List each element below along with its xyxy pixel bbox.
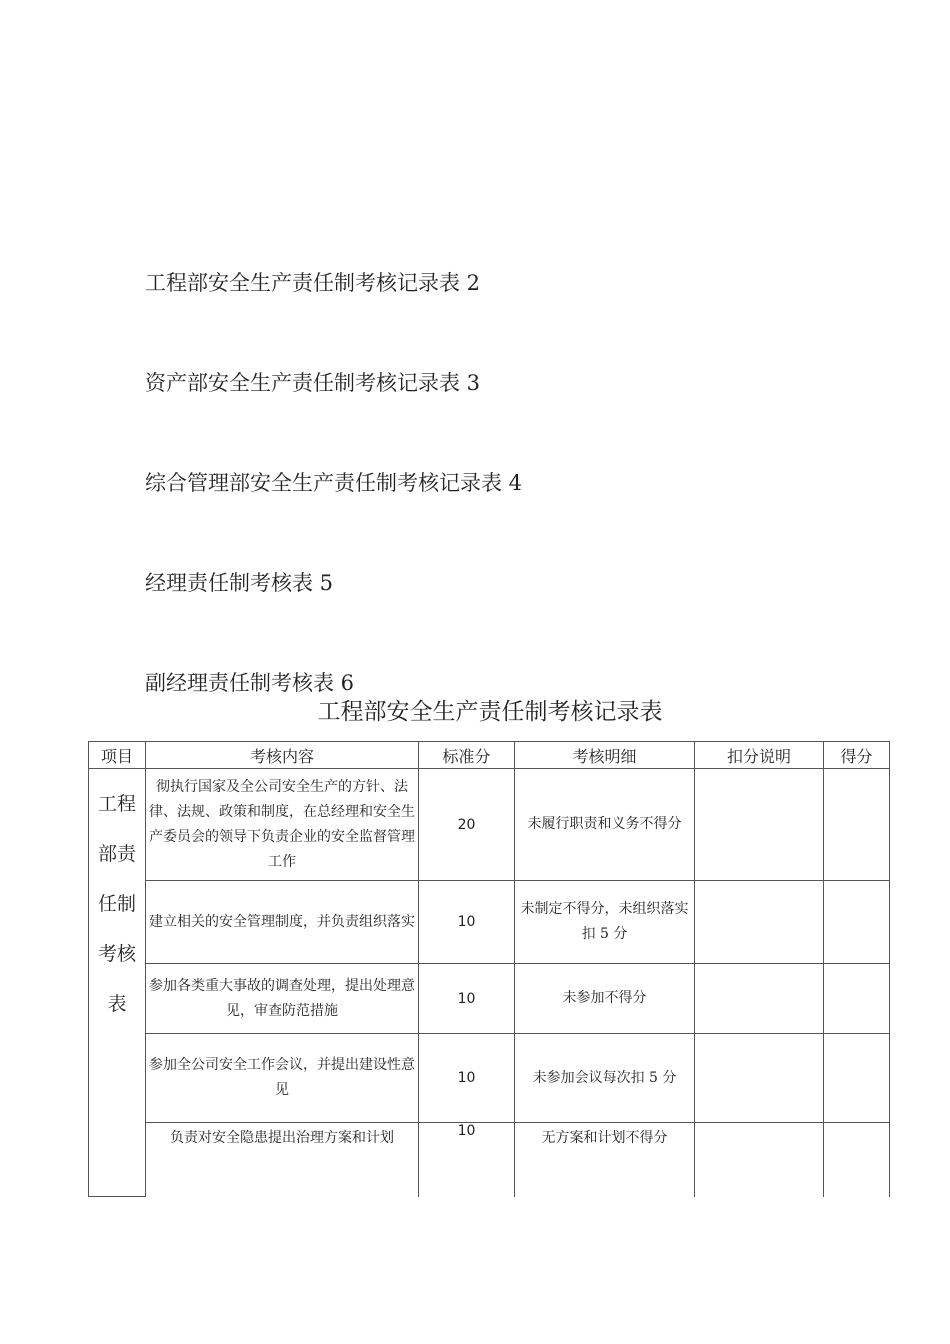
- earned-cell[interactable]: [824, 964, 890, 1034]
- table-row: [89, 1034, 890, 1123]
- project-cell: [89, 769, 146, 1197]
- toc-item[interactable]: 综合管理部安全生产责任制考核记录表 4: [145, 471, 523, 495]
- project-line: 任制: [97, 893, 136, 915]
- header-detail: 考核明细: [515, 742, 695, 769]
- earned-cell[interactable]: [824, 1123, 890, 1197]
- project-line: 考核: [97, 943, 136, 965]
- deduction-cell[interactable]: [695, 881, 824, 964]
- detail-cell: 未参加会议每次扣 5 分: [515, 1034, 695, 1123]
- content-cell: 参加各类重大事故的调查处理，提出处理意见，审查防范措施: [146, 964, 419, 1034]
- content-cell: 建立相关的安全管理制度，并负责组织落实: [146, 881, 419, 964]
- table-row: [89, 964, 890, 1034]
- header-deduction: 扣分说明: [695, 742, 824, 769]
- table-row: [89, 881, 890, 964]
- header-content: 考核内容: [146, 742, 419, 769]
- toc-item[interactable]: 副经理责任制考核表 6: [145, 671, 355, 695]
- content-cell: 负责对安全隐患提出治理方案和计划: [146, 1123, 419, 1197]
- deduction-cell[interactable]: [695, 769, 824, 881]
- score-cell: 10: [419, 964, 515, 1034]
- header-project: 项目: [89, 742, 146, 769]
- table-row: [89, 1123, 890, 1197]
- header-standard-score: 标准分: [419, 742, 515, 769]
- project-line: 部责: [97, 843, 136, 865]
- score-cell: 20: [419, 769, 515, 881]
- assessment-table: [88, 741, 890, 1197]
- toc-item[interactable]: 资产部安全生产责任制考核记录表 3: [145, 371, 481, 395]
- detail-cell: 未制定不得分，未组织落实扣 5 分: [515, 881, 695, 964]
- toc-item[interactable]: 经理责任制考核表 5: [145, 571, 334, 595]
- detail-cell: 未履行职责和义务不得分: [515, 769, 695, 881]
- content-cell: 参加全公司安全工作会议，并提出建设性意见: [146, 1034, 419, 1123]
- detail-cell: 无方案和计划不得分: [515, 1123, 695, 1197]
- score-cell: 10: [419, 881, 515, 964]
- toc-item[interactable]: 工程部安全生产责任制考核记录表 2: [145, 271, 481, 295]
- table-title: 工程部安全生产责任制考核记录表: [317, 699, 663, 725]
- earned-cell[interactable]: [824, 881, 890, 964]
- score-cell: 10: [419, 1123, 515, 1197]
- score-cell: 10: [419, 1034, 515, 1123]
- project-line: 表: [107, 993, 127, 1015]
- deduction-cell[interactable]: [695, 1034, 824, 1123]
- detail-cell: 未参加不得分: [515, 964, 695, 1034]
- table-row: [89, 769, 890, 881]
- table-header-row: [89, 742, 890, 769]
- earned-cell[interactable]: [824, 1034, 890, 1123]
- project-line: 工程: [97, 793, 136, 815]
- content-cell: 彻执行国家及全公司安全生产的方针、法律、法规、政策和制度，在总经理和安全生产委员会的领导下负责企业的安全监督管理工作: [146, 769, 419, 881]
- earned-cell[interactable]: [824, 769, 890, 881]
- header-earned: 得分: [824, 742, 890, 769]
- deduction-cell[interactable]: [695, 964, 824, 1034]
- deduction-cell[interactable]: [695, 1123, 824, 1197]
